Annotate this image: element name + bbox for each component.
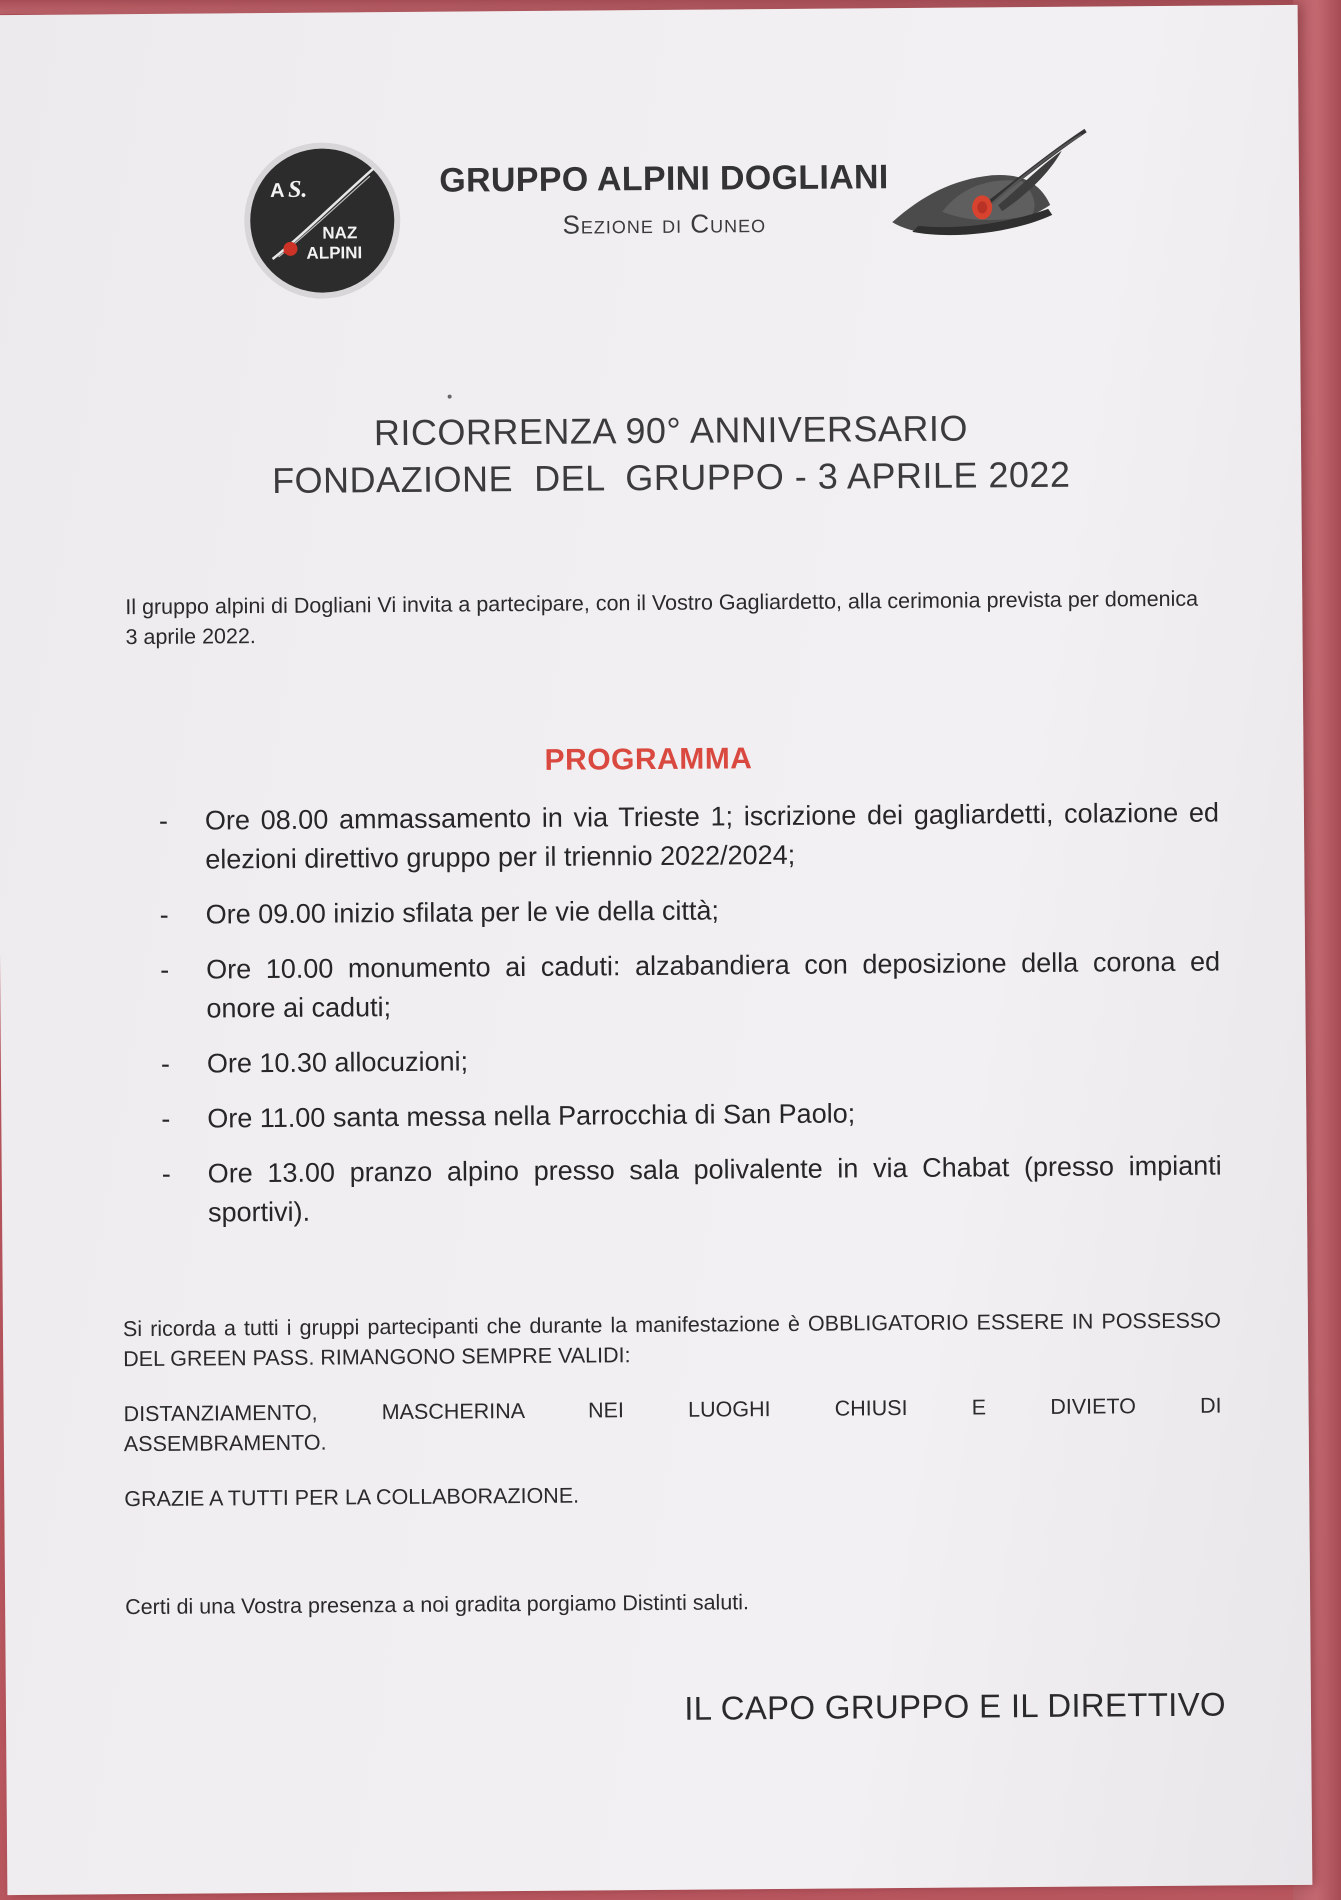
paper-speck bbox=[448, 395, 452, 399]
list-dash-icon: - bbox=[160, 954, 170, 985]
program-item-text: Ore 09.00 inizio sfilata per le vie della città; bbox=[205, 895, 720, 930]
program-item bbox=[162, 1147, 1223, 1233]
program-item-text: Ore 10.30 allocuzioni; bbox=[206, 1046, 469, 1079]
program-item-text: Ore 11.00 santa messa nella Parrocchia di San Paolo; bbox=[207, 1098, 856, 1134]
alpine-hat-logo bbox=[882, 125, 1093, 267]
program-item bbox=[161, 1092, 1221, 1139]
program-item bbox=[160, 888, 1220, 935]
header-title: GRUPPO ALPINI DOGLIANI bbox=[439, 158, 889, 200]
list-dash-icon: - bbox=[161, 1158, 171, 1189]
emblem-text-naz: NAZ bbox=[322, 223, 358, 243]
program-item-text: Ore 08.00 ammassamento in via Trieste 1; iscrizione dei gagliardetti, colazione ed elezioni direttivo gruppo per il triennio 2022/2024; bbox=[204, 797, 1220, 875]
program-item-text: Ore 10.00 monumento ai caduti: alzabandiera con deposizione della corona ed onore ai caduti; bbox=[206, 946, 1221, 1024]
rules-notice-line-2: ASSEMBRAMENTO. bbox=[123, 1430, 327, 1457]
emblem-text-script: S. bbox=[287, 176, 308, 203]
rules-notice-line-1: DISTANZIAMENTO, MASCHERINA NEI LUOGHI CHIUSI E DIVIETO DI bbox=[123, 1393, 1222, 1427]
invitation-text: Il gruppo alpini di Dogliani Vi invita a partecipare, con il Vostro Gagliardetto, alla cerimonia prevista per domenica 3 aprile 2022. bbox=[125, 586, 1199, 650]
green-pass-notice: Si ricorda a tutti i gruppi partecipanti che durante la manifestazione è OBBLIGATORIO ESSERE IN POSSESSO DEL GREEN PASS. RIMANGONO SEMPRE VALIDI: bbox=[122, 1308, 1222, 1372]
closing-greeting: Certi di una Vostra presenza a noi gradita porgiamo Distinti saluti. bbox=[125, 1590, 750, 1620]
header-subtitle: Sezione di Cuneo bbox=[562, 208, 767, 240]
thanks-notice: GRAZIE A TUTTI PER LA COLLABORAZIONE. bbox=[124, 1483, 580, 1512]
program-item bbox=[160, 943, 1221, 1029]
event-title-line-1: RICORRENZA 90° ANNIVERSARIO bbox=[373, 407, 969, 454]
program-item bbox=[159, 794, 1220, 880]
ana-emblem-logo bbox=[242, 140, 403, 301]
list-dash-icon: - bbox=[161, 1103, 171, 1134]
program-heading: PROGRAMMA bbox=[544, 742, 753, 777]
event-title-line-2: FONDAZIONE DEL GRUPPO - 3 APRILE 2022 bbox=[271, 453, 1071, 501]
program-item-text: Ore 13.00 pranzo alpino presso sala polivalente in via Chabat (presso impianti sportivi). bbox=[207, 1150, 1222, 1228]
list-dash-icon: - bbox=[158, 805, 169, 836]
program-list bbox=[159, 794, 1222, 1249]
program-item bbox=[161, 1037, 1221, 1084]
header bbox=[414, 158, 915, 242]
emblem-text-alpini: ALPINI bbox=[306, 243, 363, 263]
list-dash-icon: - bbox=[160, 1048, 170, 1079]
list-dash-icon: - bbox=[159, 899, 169, 930]
paper-sheet bbox=[0, 5, 1312, 1895]
signature: IL CAPO GRUPPO E IL DIRETTIVO bbox=[684, 1685, 1227, 1727]
emblem-text-a: A bbox=[269, 179, 285, 202]
